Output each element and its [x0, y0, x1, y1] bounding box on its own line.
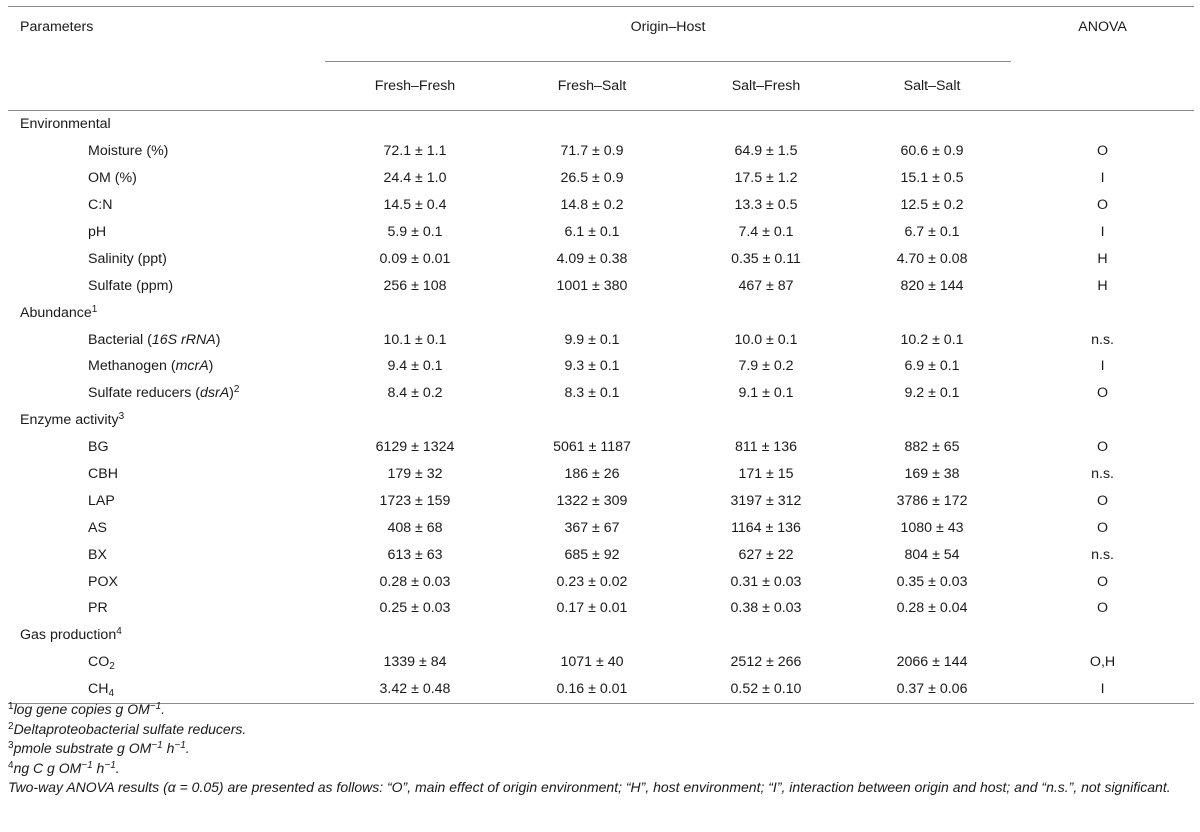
header-row-1	[8, 7, 1194, 62]
header-anova: ANOVA	[1078, 19, 1127, 35]
anova-cell: O	[1097, 197, 1109, 214]
col-header: Salt–Fresh	[679, 62, 853, 111]
table-cell: 256 ± 108	[383, 277, 447, 294]
section-row	[8, 111, 1194, 138]
table-row	[8, 272, 1194, 299]
table-cell: 169 ± 38	[904, 466, 960, 483]
table-cell: 0.09 ± 0.01	[379, 250, 451, 267]
row-label: Methanogen (mcrA)	[88, 358, 214, 375]
table-row	[8, 138, 1194, 165]
header-parameters: Parameters	[20, 19, 94, 35]
footnote-mark: 3	[118, 411, 125, 423]
col-header: Fresh–Salt	[505, 62, 679, 111]
table-cell: 1080 ± 43	[900, 519, 964, 536]
anova-cell: n.s.	[1091, 331, 1114, 348]
table-cell: 60.6 ± 0.9	[900, 143, 964, 160]
table-cell: 1322 ± 309	[556, 492, 628, 509]
table-cell: 627 ± 22	[738, 546, 794, 563]
table-cell: 13.3 ± 0.5	[734, 197, 798, 214]
col-header: Fresh–Fresh	[325, 62, 505, 111]
anova-cell: H	[1097, 250, 1108, 267]
section-row	[8, 407, 1194, 434]
table-cell: 7.4 ± 0.1	[738, 224, 794, 240]
table-cell: 2512 ± 266	[730, 654, 802, 671]
table-cell: 0.35 ± 0.03	[896, 573, 968, 590]
anova-cell: I	[1100, 224, 1105, 240]
table-cell: 6129 ± 1324	[375, 439, 455, 456]
header-origin-host: Origin–Host	[630, 19, 706, 35]
anova-cell: O	[1097, 143, 1109, 160]
table-cell: 1164 ± 136	[731, 519, 801, 536]
table-cell: 685 ± 92	[564, 546, 620, 563]
anova-note: Two-way ANOVA results (α = 0.05) are presented as follows: “O”, main effect of origin environment; “H”, host environment; “I”, interaction between origin and host; and “n.s.”, not significant.	[8, 779, 1171, 796]
anova-cell: O,H	[1089, 654, 1116, 671]
table-row	[8, 461, 1194, 488]
table-row	[8, 245, 1194, 272]
footnote-mark: 4	[116, 626, 122, 638]
table-row	[8, 380, 1194, 407]
row-label: CBH	[88, 466, 118, 483]
row-label: $CH_4$	[88, 681, 115, 700]
table-cell: 12.5 ± 0.2	[900, 197, 964, 214]
table-cell: 0.31 ± 0.03	[730, 573, 802, 590]
row-label: BG	[88, 439, 109, 456]
table-cell: 0.28 ± 0.03	[379, 573, 451, 590]
table-cell: 0.38 ± 0.03	[730, 600, 802, 617]
row-label: C:N	[88, 197, 113, 214]
table-row	[8, 165, 1194, 192]
table-row	[8, 353, 1194, 380]
table-cell: 3786 ± 172	[896, 492, 968, 509]
table-cell: 804 ± 54	[904, 546, 960, 563]
table-cell: 72.1 ± 1.1	[383, 143, 447, 160]
table-row	[8, 541, 1194, 568]
table-cell: 4.09 ± 0.38	[556, 250, 628, 267]
row-label: PR	[88, 600, 108, 617]
table-cell: 467 ± 87	[738, 277, 794, 294]
table-cell: 171 ± 15	[738, 466, 794, 483]
table-cell: 0.35 ± 0.11	[731, 250, 801, 267]
row-label: POX	[88, 573, 118, 590]
table-cell: 9.4 ± 0.1	[387, 358, 443, 375]
table-cell: 64.9 ± 1.5	[734, 143, 798, 160]
table-cell: 9.9 ± 0.1	[564, 331, 620, 348]
table-row	[8, 514, 1194, 541]
table-cell: 408 ± 68	[387, 519, 443, 536]
row-label: Moisture (%)	[88, 143, 169, 160]
anova-cell: I	[1100, 681, 1105, 698]
table-cell: 14.5 ± 0.4	[383, 197, 447, 214]
table-cell: 14.8 ± 0.2	[560, 197, 624, 214]
footnote-3: $^3$pmole substrate g $OM^{-1}$ $h^{-1}$.	[8, 740, 190, 757]
table-cell: 0.25 ± 0.03	[379, 600, 451, 617]
col-header: Salt–Salt	[853, 62, 1011, 111]
anova-cell: O	[1097, 600, 1109, 617]
row-label: Bacterial (16S rRNA)	[88, 331, 221, 348]
footnote-4: $^4$ng C g $OM^{-1}$ $h^{-1}$.	[8, 759, 120, 776]
table-cell: 7.9 ± 0.2	[738, 358, 794, 375]
table-cell: 0.37 ± 0.06	[896, 681, 968, 698]
table-cell: 9.3 ± 0.1	[564, 358, 620, 375]
table-cell: 9.2 ± 0.1	[904, 385, 960, 402]
section-title: Gas production$^4$	[20, 626, 122, 644]
table-cell: 71.7 ± 0.9	[560, 143, 624, 160]
table-row	[8, 192, 1194, 219]
section-title: Environmental	[20, 116, 111, 133]
row-label: BX	[88, 546, 107, 563]
anova-cell: O	[1097, 519, 1109, 536]
anova-cell: I	[1100, 358, 1105, 375]
header-row-2	[8, 62, 1194, 111]
row-label: OM (%)	[88, 170, 137, 187]
table-cell: 6.9 ± 0.1	[904, 358, 960, 375]
table-row	[8, 568, 1194, 595]
table-cell: 882 ± 65	[904, 439, 960, 456]
table-row	[8, 649, 1194, 676]
row-label: pH	[88, 224, 107, 240]
table-cell: 5061 ± 1187	[553, 439, 631, 456]
table-row	[8, 434, 1194, 461]
table-cell: 367 ± 67	[564, 519, 620, 536]
table-cell: 4.70 ± 0.08	[896, 250, 968, 267]
table-cell: 0.23 ± 0.02	[556, 573, 628, 590]
table-row	[8, 326, 1194, 353]
footnote-2: $^2$Deltaproteobacterial sulfate reducers.	[8, 720, 247, 737]
section-title: Enzyme activity$^3$	[20, 411, 125, 429]
table-cell: 3197 ± 312	[730, 492, 802, 509]
footnote-mark: 1	[91, 303, 98, 315]
row-label: LAP	[88, 492, 115, 509]
table-row	[8, 676, 1194, 703]
anova-cell: n.s.	[1091, 466, 1114, 483]
anova-cell: n.s.	[1091, 546, 1114, 563]
table-cell: 186 ± 26	[564, 466, 620, 483]
anova-cell: I	[1100, 170, 1105, 187]
table-cell: 10.1 ± 0.1	[383, 331, 447, 348]
table-cell: 1001 ± 380	[556, 277, 628, 294]
table-cell: 0.28 ± 0.04	[896, 600, 968, 617]
anova-cell: O	[1097, 385, 1109, 402]
table-cell: 6.1 ± 0.1	[564, 224, 620, 240]
footnotes	[8, 700, 1194, 798]
row-label: Sulfate reducers (dsrA)$^2$	[88, 384, 240, 402]
anova-cell: O	[1097, 573, 1109, 590]
section-row	[8, 299, 1194, 326]
row-label: $CO_2$	[88, 654, 115, 673]
table-row	[8, 219, 1194, 246]
row-label: Salinity (ppt)	[88, 250, 167, 267]
anova-cell: O	[1097, 492, 1109, 509]
table-cell: 8.3 ± 0.1	[564, 385, 620, 402]
anova-cell: O	[1097, 439, 1109, 456]
table-cell: 17.5 ± 1.2	[734, 170, 798, 187]
table-row	[8, 487, 1194, 514]
row-label: AS	[88, 519, 107, 536]
section-title: Abundance$^1$	[20, 303, 98, 321]
table-cell: 5.9 ± 0.1	[387, 224, 443, 240]
row-label: Sulfate (ppm)	[88, 277, 174, 294]
table-cell: 15.1 ± 0.5	[900, 170, 964, 187]
table-cell: 0.17 ± 0.01	[556, 600, 628, 617]
table-cell: 820 ± 144	[900, 277, 964, 294]
table-cell: 0.16 ± 0.01	[556, 681, 628, 698]
anova-cell: H	[1097, 277, 1108, 294]
table-cell: 6.7 ± 0.1	[904, 224, 960, 240]
table-cell: 9.1 ± 0.1	[738, 385, 794, 402]
table-cell: 24.4 ± 1.0	[383, 170, 447, 187]
table-row	[8, 595, 1194, 622]
table-cell: 2066 ± 144	[896, 654, 968, 671]
table-cell: 8.4 ± 0.2	[387, 385, 443, 402]
table-cell: 1339 ± 84	[383, 654, 447, 671]
table-cell: 0.52 ± 0.10	[730, 681, 802, 698]
table-cell: 1723 ± 159	[379, 492, 451, 509]
footnote-1: $^1$log gene copies g $OM^{-1}$.	[8, 701, 166, 717]
table-cell: 1071 ± 40	[560, 654, 624, 671]
table-cell: 10.0 ± 0.1	[734, 331, 798, 348]
table-cell: 10.2 ± 0.1	[900, 331, 964, 348]
table-cell: 26.5 ± 0.9	[560, 170, 624, 187]
data-table	[8, 6, 1194, 704]
table-cell: 179 ± 32	[387, 466, 443, 483]
table-cell: 811 ± 136	[735, 439, 797, 456]
table-cell: 3.42 ± 0.48	[379, 681, 451, 698]
table-cell: 613 ± 63	[387, 546, 443, 563]
section-row	[8, 622, 1194, 649]
